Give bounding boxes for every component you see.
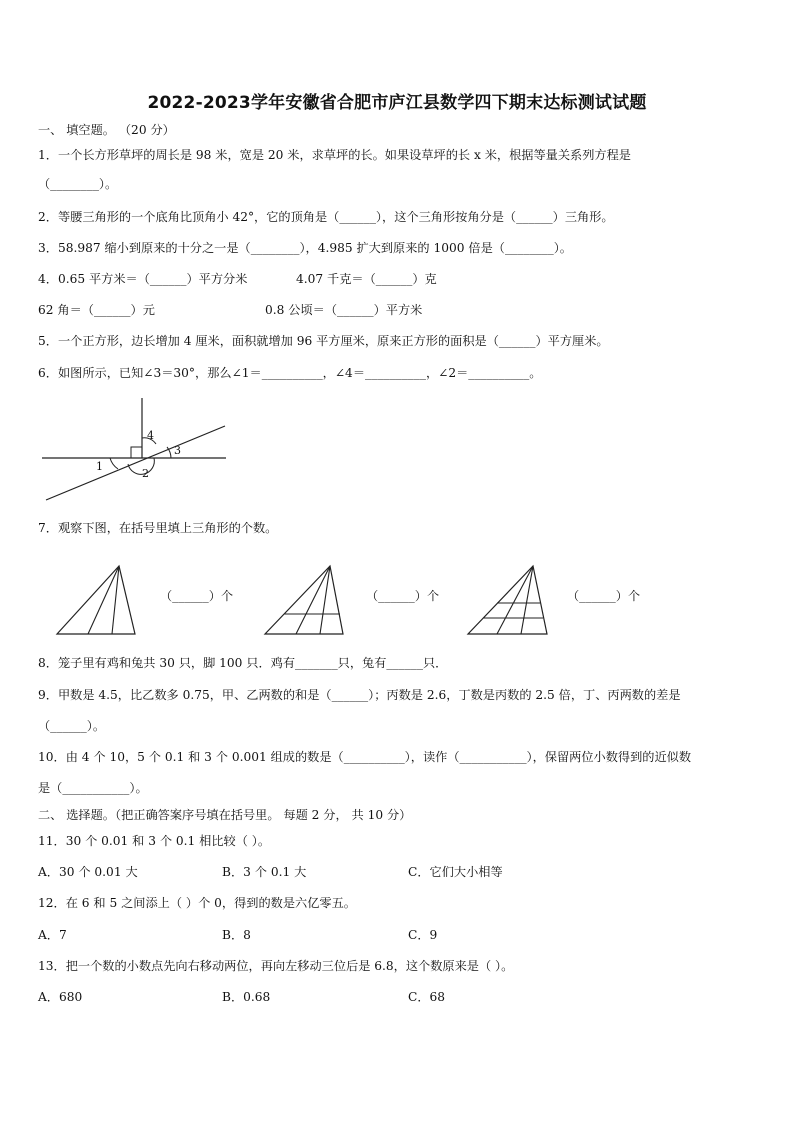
question-9-line-2: （______）。 bbox=[38, 719, 106, 733]
question-1-line-2: （________）。 bbox=[38, 177, 118, 191]
question-4-part-a: 4．0.65 平方米＝（______）平方分米 bbox=[38, 272, 248, 286]
question-13-option-b[interactable]: B．0.68 bbox=[222, 990, 271, 1004]
angle-4-label: 4 bbox=[147, 429, 154, 442]
question-12: 12．在 6 和 5 之间添上（ ）个 0，得到的数是六亿零五。 bbox=[38, 896, 356, 910]
triangle-count-blank-2[interactable]: （______）个 bbox=[366, 589, 440, 603]
question-9-line-1: 9．甲数是 4.5，比乙数多 0.75，甲、乙两数的和是（______）；丙数是 2.6，丁数是丙数的 2.5 倍，丁、丙两数的差是 bbox=[38, 688, 681, 702]
section-fill-in-heading: 一、 填空题。 （20 分） bbox=[38, 123, 175, 137]
section-choice-heading: 二、 选择题。（把正确答案序号填在括号里。 每题 2 分， 共 10 分） bbox=[38, 808, 412, 822]
question-10-line-1: 10．由 4 个 10，5 个 0.1 和 3 个 0.001 组成的数是（__________），读作（___________），保留两位小数得到的近似数 bbox=[38, 750, 692, 764]
question-6: 6．如图所示，已知∠3＝30°，那么∠1＝__________，∠4＝__________，∠2＝__________。 bbox=[38, 366, 542, 380]
slanted-line bbox=[46, 426, 225, 500]
question-3: 3．58.987 缩小到原来的十分之一是（________），4.985 扩大到原来的 1000 倍是（________）。 bbox=[38, 241, 572, 255]
question-13-option-c[interactable]: C．68 bbox=[408, 990, 446, 1004]
angle-2-label: 2 bbox=[142, 467, 149, 480]
question-11-option-b[interactable]: B．3 个 0.1 大 bbox=[222, 865, 307, 879]
question-13-option-a[interactable]: A．680 bbox=[38, 990, 83, 1004]
question-11-option-c[interactable]: C．它们大小相等 bbox=[408, 865, 503, 879]
triangle-figure-1 bbox=[54, 562, 138, 638]
question-12-option-a[interactable]: A．7 bbox=[38, 928, 67, 942]
question-8: 8．笼子里有鸡和兔共 30 只，脚 100 只．鸡有_______只，兔有______只． bbox=[38, 656, 448, 670]
triangle-count-blank-3[interactable]: （______）个 bbox=[567, 589, 641, 603]
angle-figure bbox=[38, 392, 238, 504]
angle-3-label: 3 bbox=[174, 444, 181, 457]
triangle-figure-2 bbox=[262, 562, 346, 638]
question-7: 7．观察下图，在括号里填上三角形的个数。 bbox=[38, 521, 278, 535]
angle-1-arc bbox=[110, 458, 118, 469]
triangle-figure-3 bbox=[465, 562, 551, 638]
question-12-option-b[interactable]: B．8 bbox=[222, 928, 251, 942]
question-4-part-d: 0.8 公顷＝（______）平方米 bbox=[265, 303, 423, 317]
question-11: 11．30 个 0.01 和 3 个 0.1 相比较（ ）。 bbox=[38, 834, 271, 848]
question-11-option-a[interactable]: A．30 个 0.01 大 bbox=[38, 865, 138, 879]
question-12-option-c[interactable]: C．9 bbox=[408, 928, 438, 942]
question-10-line-2: 是（___________）。 bbox=[38, 781, 148, 795]
angle-1-label: 1 bbox=[96, 460, 103, 473]
question-4-part-b: 4.07 千克＝（______）克 bbox=[296, 272, 437, 286]
question-4-part-c: 62 角＝（______）元 bbox=[38, 303, 155, 317]
triangle-count-blank-1[interactable]: （______）个 bbox=[160, 589, 234, 603]
page-title: 2022-2023学年安徽省合肥市庐江县数学四下期末达标测试试题 bbox=[147, 93, 647, 113]
question-5: 5．一个正方形，边长增加 4 厘米，面积就增加 96 平方厘米，原来正方形的面积是（______）平方厘米。 bbox=[38, 334, 609, 348]
question-2: 2．等腰三角形的一个底角比顶角小 42°，它的顶角是（______），这个三角形按角分是（______）三角形。 bbox=[38, 210, 614, 224]
right-angle-mark bbox=[131, 447, 142, 458]
question-1-line-1: 1．一个长方形草坪的周长是 98 米，宽是 20 米，求草坪的长。如果设草坪的长 x 米，根据等量关系列方程是 bbox=[38, 148, 631, 162]
question-13: 13．把一个数的小数点先向右移动两位，再向左移动三位后是 6.8，这个数原来是（ ）。 bbox=[38, 959, 514, 973]
